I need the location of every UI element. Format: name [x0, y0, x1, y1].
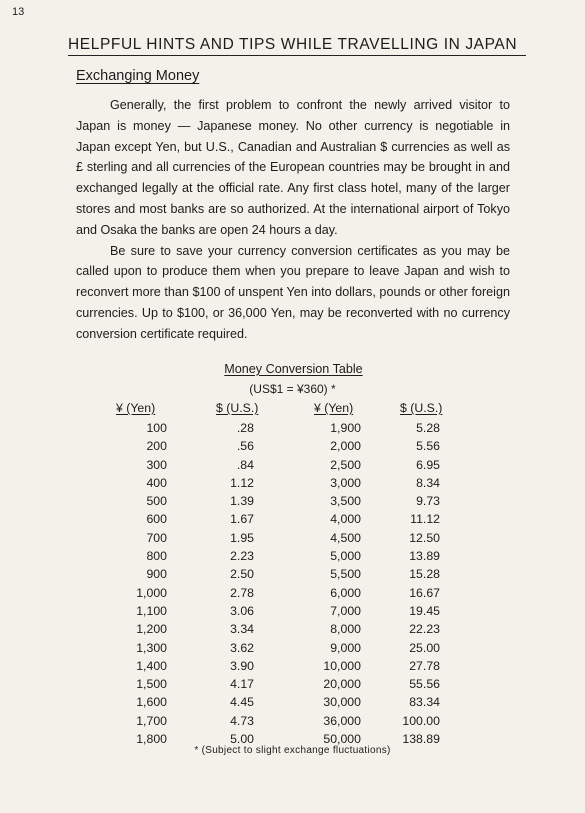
column-header — [216, 398, 276, 419]
table-cell: 6.95 — [416, 457, 440, 472]
table-cell: 2,000 — [330, 439, 361, 454]
table-cell: 3.90 — [230, 658, 254, 673]
table-cell: 3,000 — [330, 475, 361, 490]
table-cell: 7,000 — [330, 603, 361, 618]
table-cell: 8.34 — [416, 475, 440, 490]
table-cell: 2.50 — [230, 567, 254, 582]
table-cell: 600 — [146, 512, 167, 527]
table-cell: 1,900 — [330, 421, 361, 435]
table-cell: 300 — [146, 457, 167, 472]
table-cell: 138.89 — [402, 732, 440, 747]
table-cell: 3.06 — [230, 603, 254, 618]
table-cell: 1,100 — [136, 603, 167, 618]
table-cell: 1,800 — [136, 732, 167, 747]
page-number: 13 — [12, 6, 25, 18]
table-cell: 1,400 — [136, 658, 167, 673]
table-cell: 11.12 — [410, 512, 440, 527]
table-cell: 9.73 — [416, 494, 440, 509]
header-text: $ (U.S.) — [216, 401, 259, 415]
table-cell: 100 — [146, 421, 167, 435]
table-cell: 200 — [146, 439, 167, 454]
column-usd-right — [400, 398, 460, 748]
table-cell: 4.73 — [230, 713, 254, 728]
table-cell: 5,500 — [330, 567, 361, 582]
table-cell: .56 — [236, 439, 254, 454]
table-cell: 3.62 — [230, 640, 254, 655]
paragraph: Generally, the first problem to confront the newly arrived visitor to Japan is money — Japanese money. No other currency is negotiable in Japan except Yen, but U.S., Canadian and Australian $ currencies as well as £ sterling and all currencies of the European countries may be brought in and exchanged legally at the official rate. Any first class hotel, many of the larger stores and most banks are so authorized. At the international airport of Tokyo and Osaka the banks are open 24 hours a day. — [76, 98, 510, 237]
table-cell: .84 — [236, 457, 254, 472]
table-cell: 1.12 — [230, 475, 254, 490]
table-cell: 55.56 — [409, 677, 440, 692]
table-cell: 9,000 — [330, 640, 361, 655]
table-cell: 4,500 — [330, 530, 361, 545]
table-cell: 700 — [146, 530, 167, 545]
column-usd-left — [216, 398, 276, 748]
table-cell: .28 — [236, 421, 254, 435]
table-cell: 4.17 — [230, 677, 254, 692]
table-cell: 3,500 — [330, 494, 361, 509]
column-header — [314, 398, 394, 419]
table-footnote: * (Subject to slight exchange fluctuations) — [194, 745, 391, 756]
table-cell: 400 — [146, 475, 167, 490]
section-heading: Exchanging Money — [76, 68, 200, 84]
table-cell: 1.67 — [230, 512, 254, 527]
table-title-text: Money Conversion Table — [224, 362, 363, 376]
table-cell: 3.34 — [230, 622, 254, 637]
body-text — [76, 95, 510, 345]
column-yen-left — [116, 398, 196, 748]
table-cell: 1,500 — [136, 677, 167, 692]
table-cell: 20,000 — [323, 677, 361, 692]
table-subtitle: (US$1 = ¥360) * — [249, 382, 336, 396]
table-cell: 19.45 — [409, 603, 440, 618]
table-cell: 1,000 — [136, 585, 167, 600]
table-cell: 1,200 — [136, 622, 167, 637]
table-cell: 800 — [146, 549, 167, 564]
table-cell: 1,300 — [136, 640, 167, 655]
column-header — [116, 398, 196, 419]
table-cell: 8,000 — [330, 622, 361, 637]
column-header — [400, 398, 460, 419]
table-cell: 13.89 — [409, 549, 440, 564]
header-text: ¥ (Yen) — [116, 401, 156, 415]
table-cell: 1.95 — [230, 530, 254, 545]
table-cell: 25.00 — [409, 640, 440, 655]
table-cell: 4.45 — [230, 695, 254, 710]
table-cell: 36,000 — [323, 713, 361, 728]
header-text: $ (U.S.) — [400, 401, 443, 415]
table-cell: 30,000 — [323, 695, 361, 710]
table-cell: 5.00 — [230, 732, 254, 747]
table-cell: 6,000 — [330, 585, 361, 600]
table-cell: 5,000 — [330, 549, 361, 564]
table-cell: 12.50 — [409, 530, 440, 545]
paragraph: Be sure to save your currency conversion certificates as you may be called upon to produce them when you prepare to leave Japan and wish to reconvert more than $100 of unspent Yen into dollars, pounds or other foreign currencies. Up to $100, or 36,000 Yen, may be reconverted with no currency conversion certificate required. — [76, 243, 510, 341]
table-cell: 27.78 — [409, 658, 440, 673]
table-cell: 10,000 — [323, 658, 361, 673]
table-cell: 15.28 — [409, 567, 440, 582]
table-cell: 1.39 — [230, 494, 254, 509]
table-cell: 1,700 — [136, 713, 167, 728]
table-cell: 100.00 — [402, 713, 440, 728]
table-cell: 5.56 — [416, 439, 440, 454]
header-text: ¥ (Yen) — [314, 401, 354, 415]
table-cell: 16.67 — [409, 585, 440, 600]
table-cell: 50,000 — [323, 732, 361, 747]
table-cell: 5.28 — [416, 421, 440, 435]
table-cell: 83.34 — [409, 695, 440, 710]
table-title — [0, 362, 585, 376]
table-cell: 2.23 — [230, 549, 254, 564]
table-cell: 900 — [146, 567, 167, 582]
table-cell: 1,600 — [136, 695, 167, 710]
page-title: HELPFUL HINTS AND TIPS WHILE TRAVELLING IN JAPAN — [68, 36, 526, 56]
table-cell: 22.23 — [409, 622, 440, 637]
column-yen-right — [314, 398, 394, 748]
table-cell: 2,500 — [330, 457, 361, 472]
table-cell: 2.78 — [230, 585, 254, 600]
table-cell: 4,000 — [330, 512, 361, 527]
table-cell: 500 — [146, 494, 167, 509]
